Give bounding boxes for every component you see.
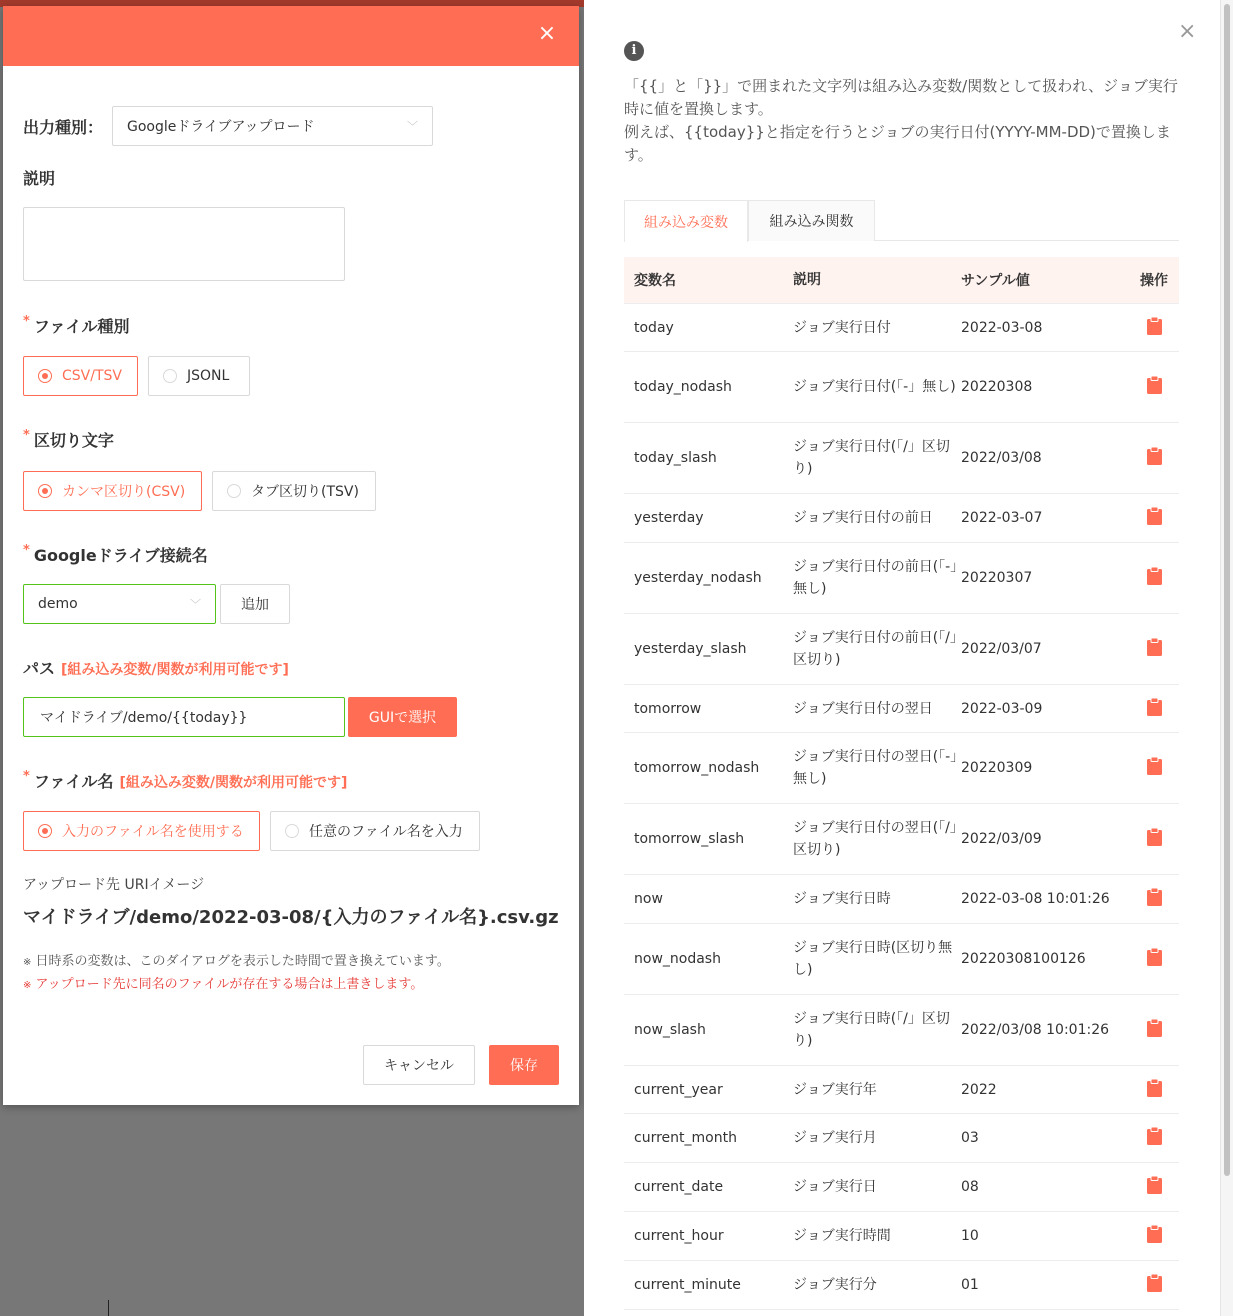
variable-tabs <box>624 200 1179 241</box>
copy-clipboard-icon[interactable] <box>1147 507 1162 525</box>
table-row <box>624 1114 1179 1163</box>
copy-clipboard-icon[interactable] <box>1147 638 1162 656</box>
variable-sample: 2022/03/08 <box>961 450 1042 466</box>
variables-description: 「{{」と「}}」で囲まれた文字列は組み込み変数/関数として扱われ、ジョブ実行時に値を置換します。 例えば、{{today}}と指定を行うとジョブの実行日付(YYYY-MM-DD)で置換します。 <box>624 77 1178 164</box>
uri-preview: マイドライブ/demo/2022-03-08/{入力のファイル名}.csv.gz <box>23 907 559 928</box>
copy-clipboard-icon[interactable] <box>1147 1176 1162 1194</box>
file-type-label: * ファイル種別 <box>23 314 130 336</box>
variable-description: ジョブ実行日付の前日 <box>793 510 933 526</box>
variables-drawer <box>584 0 1233 1316</box>
copy-clipboard-icon[interactable] <box>1147 1225 1162 1243</box>
datetime-note: ※ 日時系の変数は、このダイアログを表示した時間で置き換えています。 <box>23 954 450 969</box>
variable-sample: 2022-03-09 <box>961 700 1043 717</box>
backdrop-divider <box>108 1300 109 1316</box>
table-row <box>624 423 1179 494</box>
variable-sample: 20220309 <box>961 760 1033 776</box>
tab-builtin-variables[interactable]: 組み込み変数 <box>624 200 748 242</box>
copy-clipboard-icon[interactable] <box>1147 888 1162 906</box>
chevron-down-icon: ﹀ <box>407 120 418 133</box>
variable-name: now_nodash <box>634 951 721 967</box>
variable-name: current_date <box>634 1179 724 1195</box>
output-type-label: 出力種別： <box>23 118 104 137</box>
variable-name: today_slash <box>634 450 717 466</box>
table-row <box>624 1261 1179 1310</box>
variable-sample: 2022/03/08 10:01:26 <box>961 1022 1110 1038</box>
column-header-action: 操作 <box>1140 273 1168 289</box>
gui-select-button[interactable]: GUIで選択 <box>348 697 457 737</box>
output-settings-dialog <box>3 6 579 1105</box>
variable-description: ジョブ実行年 <box>793 1081 877 1098</box>
table-row <box>624 614 1179 685</box>
copy-clipboard-icon[interactable] <box>1147 698 1162 716</box>
table-row <box>624 494 1179 543</box>
variable-name: now_slash <box>634 1022 706 1038</box>
table-header <box>624 257 1179 304</box>
save-button[interactable]: 保存 <box>489 1045 559 1085</box>
variables-table <box>624 257 1179 1310</box>
overwrite-warning: ※ アップロード先に同名のファイルが存在する場合は上書きします。 <box>23 977 424 992</box>
table-row <box>624 995 1179 1066</box>
delimiter-csv-radio[interactable]: カンマ区切り(CSV) <box>23 471 202 511</box>
copy-clipboard-icon[interactable] <box>1147 948 1162 966</box>
variable-name: today_nodash <box>634 379 732 395</box>
file-type-jsonl-radio[interactable]: JSONL <box>148 356 250 396</box>
variable-sample: 10 <box>961 1228 979 1244</box>
variable-sample: 03 <box>961 1130 979 1146</box>
column-header-sample: サンプル値 <box>961 273 1030 289</box>
variable-name: now <box>634 891 663 907</box>
scrollbar[interactable] <box>1220 0 1233 1316</box>
radio-unchecked-icon <box>285 824 299 838</box>
variable-description: ジョブ実行日時(区切り無し) <box>793 940 953 978</box>
copy-clipboard-icon[interactable] <box>1147 828 1162 846</box>
variable-sample: 2022/03/07 <box>961 641 1042 657</box>
variable-name: current_minute <box>634 1277 741 1293</box>
variable-name: current_month <box>634 1130 737 1146</box>
variable-description: ジョブ実行日付の翌日 <box>793 700 933 717</box>
variable-sample: 2022 <box>961 1081 997 1098</box>
variable-description: ジョブ実行日付 <box>793 319 891 336</box>
copy-clipboard-icon[interactable] <box>1147 447 1162 465</box>
output-type-value: Googleドライブアップロード <box>127 119 315 135</box>
variable-description: ジョブ実行日付の前日(「/」区切り) <box>793 630 957 668</box>
table-row <box>624 352 1179 423</box>
variable-sample: 2022-03-08 10:01:26 <box>961 891 1110 907</box>
required-mark: * <box>23 769 30 784</box>
filename-note: [組み込み変数/関数が利用可能です] <box>119 775 348 791</box>
connection-select[interactable] <box>23 584 216 624</box>
variable-sample: 2022-03-08 <box>961 319 1043 336</box>
variable-sample: 2022/03/09 <box>961 831 1042 847</box>
description-textarea[interactable] <box>23 207 345 281</box>
table-row <box>624 1066 1179 1114</box>
variable-description: ジョブ実行日付の翌日(「-」無し) <box>793 749 958 787</box>
variable-sample: 08 <box>961 1179 979 1195</box>
variable-description: ジョブ実行月 <box>793 1130 877 1146</box>
variable-name: yesterday_nodash <box>634 570 762 586</box>
tab-builtin-functions[interactable]: 組み込み関数 <box>748 200 875 241</box>
variable-description: ジョブ実行日時(「/」区切り) <box>793 1011 950 1049</box>
variable-description: ジョブ実行分 <box>793 1277 877 1293</box>
table-row <box>624 733 1179 804</box>
variable-name: today <box>634 319 674 336</box>
radio-unchecked-icon <box>163 369 177 383</box>
radio-unchecked-icon <box>227 484 241 498</box>
variable-name: current_year <box>634 1081 723 1098</box>
column-header-name: 変数名 <box>634 273 676 289</box>
variable-sample: 01 <box>961 1277 979 1293</box>
variable-name: tomorrow <box>634 700 702 717</box>
table-row <box>624 304 1179 352</box>
variable-description: ジョブ実行日 <box>793 1179 877 1195</box>
copy-clipboard-icon[interactable] <box>1147 317 1162 335</box>
uri-caption: アップロード先 URIイメージ <box>23 877 205 893</box>
variable-description: ジョブ実行日付(「-」無し) <box>793 379 956 395</box>
dialog-header <box>3 6 579 66</box>
copy-clipboard-icon[interactable] <box>1147 1019 1162 1037</box>
info-icon: i <box>624 41 644 61</box>
variable-sample: 20220308 <box>961 379 1033 395</box>
cancel-button[interactable]: キャンセル <box>363 1045 475 1085</box>
add-connection-button[interactable]: 追加 <box>220 584 290 624</box>
radio-checked-icon <box>38 484 52 498</box>
table-row <box>624 1163 1179 1212</box>
copy-clipboard-icon[interactable] <box>1147 757 1162 775</box>
radio-checked-icon <box>38 369 52 383</box>
table-body <box>624 304 1179 1310</box>
variable-description: ジョブ実行日時 <box>793 891 891 907</box>
copy-clipboard-icon[interactable] <box>1147 567 1162 585</box>
variable-description: ジョブ実行日付の前日(「-」無し) <box>793 559 958 597</box>
variable-name: current_hour <box>634 1228 724 1244</box>
variable-sample: 20220308100126 <box>961 951 1086 967</box>
required-mark: * <box>23 543 30 558</box>
table-row <box>624 1212 1179 1261</box>
filename-use-input-radio[interactable]: 入力のファイル名を使用する <box>23 811 260 851</box>
path-input[interactable]: マイドライブ/demo/{{today}} <box>23 697 345 737</box>
delimiter-tsv-radio[interactable]: タブ区切り(TSV) <box>212 471 376 511</box>
variable-name: yesterday_slash <box>634 641 747 657</box>
required-mark: * <box>23 314 30 329</box>
copy-clipboard-icon[interactable] <box>1147 1127 1162 1145</box>
table-row <box>624 804 1179 875</box>
close-icon[interactable]: × <box>537 21 557 46</box>
variable-description: ジョブ実行時間 <box>793 1228 891 1244</box>
table-row <box>624 685 1179 733</box>
required-mark: * <box>23 428 30 443</box>
path-note: [組み込み変数/関数が利用可能です] <box>61 662 289 678</box>
filename-custom-radio[interactable]: 任意のファイル名を入力 <box>270 811 480 851</box>
file-type-csv-radio[interactable]: CSV/TSV <box>23 356 138 396</box>
output-type-select[interactable] <box>112 106 433 146</box>
copy-clipboard-icon[interactable] <box>1147 1079 1162 1097</box>
close-icon[interactable]: × <box>1178 19 1197 44</box>
delimiter-label: * 区切り文字 <box>23 428 114 450</box>
filename-label: * ファイル名 [組み込み変数/関数が利用可能です] <box>23 769 348 791</box>
copy-clipboard-icon[interactable] <box>1147 376 1162 394</box>
connection-label: * Googleドライブ接続名 <box>23 543 208 565</box>
variable-name: tomorrow_slash <box>634 831 745 847</box>
variable-description: ジョブ実行日付の翌日(「/」区切り) <box>793 820 957 858</box>
table-row <box>624 875 1179 924</box>
variable-sample: 2022-03-07 <box>961 510 1043 526</box>
variable-name: tomorrow_nodash <box>634 760 760 776</box>
variable-name: yesterday <box>634 510 704 526</box>
description-label: 説明 <box>23 169 56 188</box>
table-row <box>624 543 1179 614</box>
path-label: パス [組み込み変数/関数が利用可能です] <box>23 659 289 678</box>
scrollbar-thumb[interactable] <box>1224 4 1230 1176</box>
table-row <box>624 924 1179 995</box>
variable-sample: 20220307 <box>961 570 1033 586</box>
connection-value: demo <box>38 596 78 612</box>
chevron-down-icon: ﹀ <box>190 598 201 611</box>
radio-checked-icon <box>38 824 52 838</box>
variable-description: ジョブ実行日付(「/」区切り) <box>793 439 950 477</box>
column-header-description: 説明 <box>793 272 821 288</box>
copy-clipboard-icon[interactable] <box>1147 1274 1162 1292</box>
